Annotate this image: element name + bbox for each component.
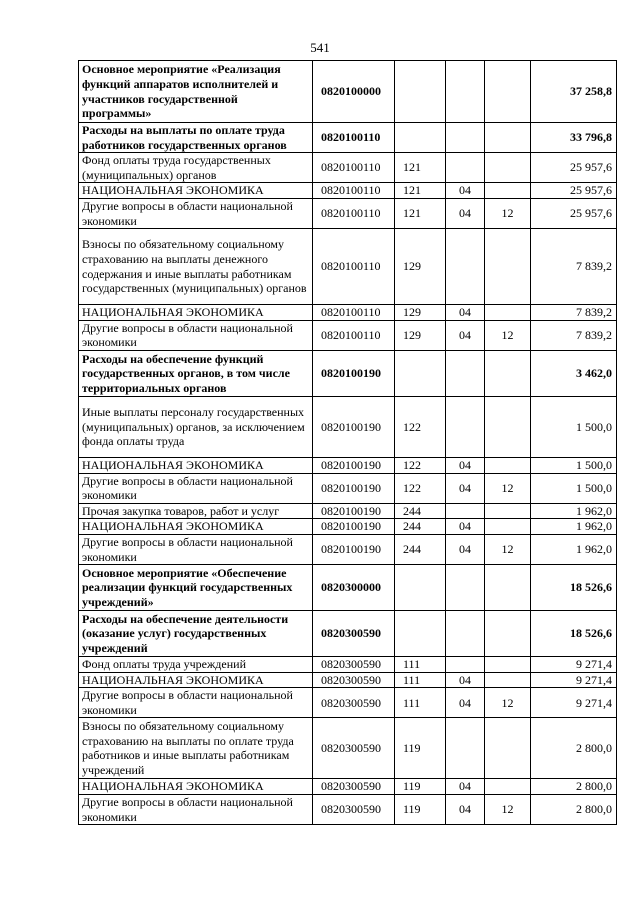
row-code-cell: 0820100110 [313,229,395,305]
row-subsection-cell [485,305,531,321]
row-section-cell [446,565,485,611]
row-expense-type-cell: 119 [395,795,446,825]
row-code-cell: 0820300590 [313,657,395,673]
row-name-cell: Другие вопросы в области национальной экономики [79,320,313,350]
row-code-cell: 0820300590 [313,688,395,718]
row-subsection-cell [485,123,531,153]
row-code-cell: 0820100190 [313,457,395,473]
row-expense-type-cell: 121 [395,198,446,228]
row-expense-type-cell: 119 [395,779,446,795]
row-subsection-cell: 12 [485,534,531,564]
row-expense-type-cell: 122 [395,473,446,503]
row-amount-cell: 25 957,6 [531,198,617,228]
table-row [79,320,617,350]
row-expense-type-cell: 111 [395,688,446,718]
table-row [79,198,617,228]
row-amount-cell: 9 271,4 [531,672,617,688]
table-row [79,183,617,199]
row-expense-type-cell: 111 [395,672,446,688]
row-section-cell: 04 [446,198,485,228]
row-name-cell: НАЦИОНАЛЬНАЯ ЭКОНОМИКА [79,672,313,688]
row-name-cell: Другие вопросы в области национальной экономики [79,688,313,718]
row-subsection-cell: 12 [485,320,531,350]
row-name-cell: НАЦИОНАЛЬНАЯ ЭКОНОМИКА [79,779,313,795]
row-code-cell: 0820100190 [313,503,395,519]
row-name-cell: Другие вопросы в области национальной экономики [79,795,313,825]
table-row [79,396,617,457]
row-section-cell: 04 [446,457,485,473]
row-code-cell: 0820100190 [313,519,395,535]
table-row [79,123,617,153]
budget-table [78,60,617,825]
row-amount-cell: 18 526,6 [531,565,617,611]
row-amount-cell: 9 271,4 [531,657,617,673]
row-expense-type-cell: 122 [395,396,446,457]
row-subsection-cell: 12 [485,688,531,718]
row-expense-type-cell: 129 [395,305,446,321]
page-number: 541 [310,40,330,55]
row-name-cell: Прочая закупка товаров, работ и услуг [79,503,313,519]
table-row [79,795,617,825]
row-amount-cell: 1 500,0 [531,457,617,473]
row-section-cell [446,718,485,779]
row-subsection-cell [485,657,531,673]
row-name-cell: Расходы на обеспечение деятельности (оказание услуг) государственных учреждений [79,611,313,657]
row-expense-type-cell: 244 [395,519,446,535]
row-subsection-cell: 12 [485,795,531,825]
row-section-cell [446,396,485,457]
row-expense-type-cell [395,565,446,611]
row-section-cell: 04 [446,688,485,718]
table-row [79,688,617,718]
row-section-cell [446,61,485,123]
row-code-cell: 0820100190 [313,473,395,503]
row-amount-cell: 1 962,0 [531,503,617,519]
table-row [79,519,617,535]
row-name-cell: НАЦИОНАЛЬНАЯ ЭКОНОМИКА [79,305,313,321]
row-amount-cell: 9 271,4 [531,688,617,718]
row-subsection-cell [485,457,531,473]
row-code-cell: 0820100190 [313,534,395,564]
row-name-cell: НАЦИОНАЛЬНАЯ ЭКОНОМИКА [79,457,313,473]
row-subsection-cell [485,611,531,657]
row-name-cell: Взносы по обязательному социальному страхованию на выплаты денежного содержания и иные выплаты работникам государственных (муниципальных) органов [79,229,313,305]
row-section-cell: 04 [446,473,485,503]
row-subsection-cell [485,153,531,183]
row-amount-cell: 7 839,2 [531,229,617,305]
table-row [79,565,617,611]
table-row [79,611,617,657]
row-name-cell: Расходы на выплаты по оплате труда работников государственных органов [79,123,313,153]
row-subsection-cell [485,672,531,688]
row-section-cell: 04 [446,183,485,199]
row-code-cell: 0820100110 [313,153,395,183]
row-section-cell [446,229,485,305]
row-expense-type-cell: 121 [395,153,446,183]
row-amount-cell: 2 800,0 [531,795,617,825]
row-section-cell: 04 [446,795,485,825]
row-section-cell [446,657,485,673]
row-code-cell: 0820300590 [313,795,395,825]
table-row [79,473,617,503]
row-amount-cell: 18 526,6 [531,611,617,657]
row-subsection-cell [485,350,531,396]
row-expense-type-cell: 119 [395,718,446,779]
table-row [79,672,617,688]
row-amount-cell: 1 500,0 [531,396,617,457]
row-subsection-cell [485,61,531,123]
row-expense-type-cell [395,611,446,657]
row-section-cell: 04 [446,320,485,350]
table-row [79,657,617,673]
row-subsection-cell [485,718,531,779]
row-code-cell: 0820300590 [313,611,395,657]
row-amount-cell: 33 796,8 [531,123,617,153]
table-row [79,718,617,779]
table-row [79,305,617,321]
table-row [79,61,617,123]
table-row [79,350,617,396]
row-expense-type-cell: 244 [395,503,446,519]
row-section-cell: 04 [446,519,485,535]
table-row [79,229,617,305]
row-name-cell: Фонд оплаты труда государственных (муниципальных) органов [79,153,313,183]
row-subsection-cell: 12 [485,473,531,503]
row-amount-cell: 1 962,0 [531,534,617,564]
row-code-cell: 0820100110 [313,198,395,228]
row-amount-cell: 1 962,0 [531,519,617,535]
row-code-cell: 0820100110 [313,305,395,321]
table-row [79,534,617,564]
row-subsection-cell: 12 [485,198,531,228]
table-row [79,153,617,183]
row-name-cell: Иные выплаты персоналу государственных (муниципальных) органов, за исключением фонда оплаты труда [79,396,313,457]
row-amount-cell: 1 500,0 [531,473,617,503]
row-expense-type-cell: 122 [395,457,446,473]
row-name-cell: Основное мероприятие «Обеспечение реализации функций государственных учреждений» [79,565,313,611]
row-amount-cell: 7 839,2 [531,305,617,321]
row-code-cell: 0820100190 [313,396,395,457]
row-name-cell: Взносы по обязательному социальному страхованию на выплаты по оплате труда работников и иные выплаты работникам учреждений [79,718,313,779]
row-expense-type-cell [395,61,446,123]
budget-table-body [79,61,617,825]
table-row [79,457,617,473]
row-expense-type-cell: 121 [395,183,446,199]
row-amount-cell: 25 957,6 [531,183,617,199]
row-section-cell [446,153,485,183]
row-section-cell: 04 [446,672,485,688]
row-code-cell: 0820300590 [313,672,395,688]
row-amount-cell: 25 957,6 [531,153,617,183]
row-name-cell: Основное мероприятие «Реализация функций аппаратов исполнителей и участников государственной программы» [79,61,313,123]
table-row [79,779,617,795]
row-code-cell: 0820100110 [313,123,395,153]
row-name-cell: Фонд оплаты труда учреждений [79,657,313,673]
row-name-cell: Другие вопросы в области национальной экономики [79,198,313,228]
row-name-cell: Другие вопросы в области национальной экономики [79,534,313,564]
row-section-cell: 04 [446,779,485,795]
row-expense-type-cell: 111 [395,657,446,673]
row-subsection-cell [485,519,531,535]
row-subsection-cell [485,183,531,199]
row-code-cell: 0820100190 [313,350,395,396]
row-subsection-cell [485,503,531,519]
row-code-cell: 0820100110 [313,320,395,350]
row-amount-cell: 2 800,0 [531,779,617,795]
row-expense-type-cell [395,123,446,153]
row-subsection-cell [485,779,531,795]
row-code-cell: 0820300000 [313,565,395,611]
row-subsection-cell [485,229,531,305]
row-section-cell [446,611,485,657]
row-name-cell: Другие вопросы в области национальной экономики [79,473,313,503]
row-code-cell: 0820300590 [313,779,395,795]
row-amount-cell: 3 462,0 [531,350,617,396]
row-code-cell: 0820300590 [313,718,395,779]
row-section-cell [446,123,485,153]
row-section-cell: 04 [446,305,485,321]
row-amount-cell: 37 258,8 [531,61,617,123]
row-subsection-cell [485,396,531,457]
row-code-cell: 0820100000 [313,61,395,123]
row-section-cell [446,503,485,519]
row-code-cell: 0820100110 [313,183,395,199]
row-section-cell [446,350,485,396]
row-amount-cell: 7 839,2 [531,320,617,350]
row-name-cell: НАЦИОНАЛЬНАЯ ЭКОНОМИКА [79,183,313,199]
row-expense-type-cell: 129 [395,229,446,305]
row-expense-type-cell: 129 [395,320,446,350]
row-expense-type-cell [395,350,446,396]
row-subsection-cell [485,565,531,611]
row-amount-cell: 2 800,0 [531,718,617,779]
row-name-cell: НАЦИОНАЛЬНАЯ ЭКОНОМИКА [79,519,313,535]
table-row [79,503,617,519]
row-expense-type-cell: 244 [395,534,446,564]
row-name-cell: Расходы на обеспечение функций государственных органов, в том числе территориальных органов [79,350,313,396]
row-section-cell: 04 [446,534,485,564]
